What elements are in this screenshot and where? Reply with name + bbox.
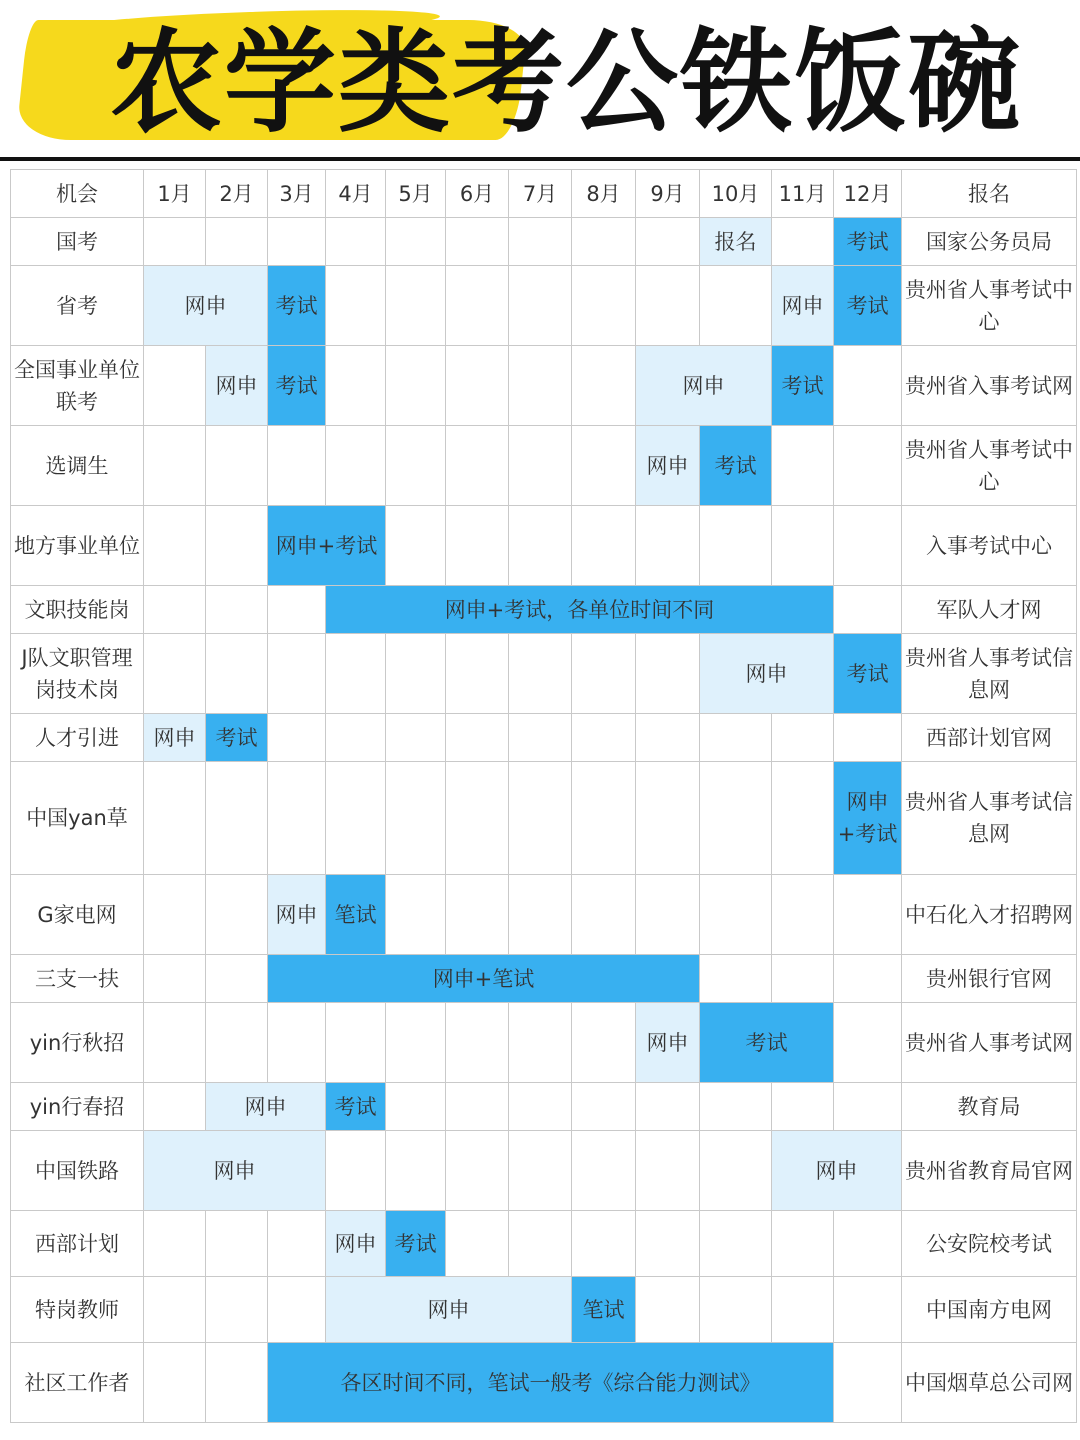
empty-cell — [636, 218, 700, 266]
empty-cell — [509, 1083, 572, 1131]
table-row — [11, 634, 1077, 714]
empty-cell — [509, 1003, 572, 1083]
empty-cell — [636, 506, 700, 586]
empty-cell — [206, 762, 268, 875]
empty-cell — [772, 762, 834, 875]
empty-cell — [386, 426, 446, 506]
row-label: yin行春招 — [11, 1083, 144, 1131]
empty-cell — [206, 875, 268, 955]
empty-cell — [386, 875, 446, 955]
application-period-cell: 网申 — [144, 266, 268, 346]
empty-cell — [144, 634, 206, 714]
empty-cell — [700, 714, 772, 762]
row-label: 选调生 — [11, 426, 144, 506]
empty-cell — [509, 266, 572, 346]
application-period-cell: 网申 — [326, 1277, 572, 1343]
row-label: J队文职管理岗技术岗 — [11, 634, 144, 714]
empty-cell — [206, 586, 268, 634]
col-header-month: 2月 — [206, 170, 268, 218]
empty-cell — [772, 506, 834, 586]
empty-cell — [206, 1003, 268, 1083]
table-row — [11, 218, 1077, 266]
empty-cell — [446, 875, 509, 955]
empty-cell — [834, 714, 902, 762]
empty-cell — [446, 1211, 509, 1277]
exam-period-cell: 考试 — [700, 1003, 834, 1083]
empty-cell — [509, 762, 572, 875]
col-header-month: 12月 — [834, 170, 902, 218]
application-period-cell: 网申 — [206, 346, 268, 426]
empty-cell — [636, 1211, 700, 1277]
empty-cell — [144, 1343, 206, 1423]
empty-cell — [446, 1131, 509, 1211]
empty-cell — [636, 875, 700, 955]
empty-cell — [386, 266, 446, 346]
empty-cell — [446, 218, 509, 266]
empty-cell — [834, 346, 902, 426]
empty-cell — [572, 762, 636, 875]
empty-cell — [509, 714, 572, 762]
empty-cell — [326, 218, 386, 266]
empty-cell — [572, 426, 636, 506]
application-period-cell: 网申 — [636, 426, 700, 506]
exam-period-cell: 网申+考试，各单位时间不同 — [326, 586, 834, 634]
empty-cell — [446, 1083, 509, 1131]
empty-cell — [572, 1003, 636, 1083]
col-header-month: 8月 — [572, 170, 636, 218]
empty-cell — [572, 346, 636, 426]
col-header-registration: 报名 — [902, 170, 1077, 218]
application-period-cell: 网申 — [326, 1211, 386, 1277]
empty-cell — [386, 506, 446, 586]
empty-cell — [636, 714, 700, 762]
page-title: 农学类考公铁饭碗 — [110, 18, 1022, 148]
table-row — [11, 266, 1077, 346]
registration-site: 军队人才网 — [902, 586, 1077, 634]
empty-cell — [834, 1211, 902, 1277]
row-label: 全国事业单位联考 — [11, 346, 144, 426]
exam-period-cell: 笔试 — [572, 1277, 636, 1343]
table-row — [11, 506, 1077, 586]
empty-cell — [446, 266, 509, 346]
empty-cell — [268, 218, 326, 266]
empty-cell — [772, 1083, 834, 1131]
application-period-cell: 网申 — [144, 714, 206, 762]
empty-cell — [446, 426, 509, 506]
empty-cell — [636, 1277, 700, 1343]
empty-cell — [509, 218, 572, 266]
empty-cell — [572, 1211, 636, 1277]
registration-site: 贵州银行官网 — [902, 955, 1077, 1003]
empty-cell — [144, 875, 206, 955]
row-label: 西部计划 — [11, 1211, 144, 1277]
empty-cell — [386, 762, 446, 875]
empty-cell — [834, 1277, 902, 1343]
empty-cell — [772, 955, 834, 1003]
empty-cell — [446, 506, 509, 586]
exam-period-cell: 考试 — [834, 266, 902, 346]
empty-cell — [509, 875, 572, 955]
empty-cell — [834, 426, 902, 506]
table-row — [11, 1083, 1077, 1131]
registration-site: 国家公务员局 — [902, 218, 1077, 266]
table-row — [11, 346, 1077, 426]
exam-period-cell: 考试 — [386, 1211, 446, 1277]
empty-cell — [446, 762, 509, 875]
empty-cell — [206, 1211, 268, 1277]
empty-cell — [326, 1003, 386, 1083]
empty-cell — [326, 426, 386, 506]
registration-site: 中国南方电网 — [902, 1277, 1077, 1343]
registration-site: 贵州省人事考试中心 — [902, 426, 1077, 506]
empty-cell — [572, 875, 636, 955]
empty-cell — [772, 1277, 834, 1343]
exam-period-cell: 考试 — [700, 426, 772, 506]
empty-cell — [772, 218, 834, 266]
empty-cell — [386, 1083, 446, 1131]
empty-cell — [446, 1003, 509, 1083]
empty-cell — [834, 1343, 902, 1423]
empty-cell — [446, 634, 509, 714]
table-row — [11, 426, 1077, 506]
registration-site: 教育局 — [902, 1083, 1077, 1131]
registration-site: 贵州省教育局官网 — [902, 1131, 1077, 1211]
exam-period-cell: 考试 — [772, 346, 834, 426]
empty-cell — [834, 506, 902, 586]
row-label: 社区工作者 — [11, 1343, 144, 1423]
exam-period-cell: 考试 — [268, 266, 326, 346]
table-row — [11, 875, 1077, 955]
empty-cell — [572, 506, 636, 586]
empty-cell — [446, 346, 509, 426]
empty-cell — [144, 762, 206, 875]
registration-site: 贵州省人事考试网 — [902, 1003, 1077, 1083]
empty-cell — [572, 266, 636, 346]
empty-cell — [834, 1083, 902, 1131]
schedule-table — [10, 169, 1077, 1423]
table-row — [11, 955, 1077, 1003]
table-row — [11, 1211, 1077, 1277]
application-period-cell: 网申 — [636, 346, 772, 426]
registration-site: 公安院校考试 — [902, 1211, 1077, 1277]
row-label: 人才引进 — [11, 714, 144, 762]
table-row — [11, 762, 1077, 875]
row-label: 特岗教师 — [11, 1277, 144, 1343]
registration-site: 贵州省人事考试中心 — [902, 266, 1077, 346]
col-header-month: 5月 — [386, 170, 446, 218]
empty-cell — [772, 426, 834, 506]
empty-cell — [834, 955, 902, 1003]
empty-cell — [509, 346, 572, 426]
exam-period-cell: 笔试 — [326, 875, 386, 955]
col-header-month: 7月 — [509, 170, 572, 218]
application-period-cell: 网申 — [144, 1131, 326, 1211]
empty-cell — [386, 1131, 446, 1211]
empty-cell — [206, 1343, 268, 1423]
empty-cell — [326, 266, 386, 346]
empty-cell — [700, 875, 772, 955]
empty-cell — [144, 218, 206, 266]
empty-cell — [772, 714, 834, 762]
col-header-month: 9月 — [636, 170, 700, 218]
empty-cell — [572, 634, 636, 714]
exam-period-cell: 网申+考试 — [268, 506, 386, 586]
table-row — [11, 586, 1077, 634]
application-period-cell: 网申 — [700, 634, 834, 714]
empty-cell — [572, 1083, 636, 1131]
exam-period-cell: 网申+笔试 — [268, 955, 700, 1003]
table-row — [11, 1131, 1077, 1211]
table-row — [11, 1343, 1077, 1423]
empty-cell — [268, 1277, 326, 1343]
col-header-opportunity: 机会 — [11, 170, 144, 218]
header-row — [11, 170, 1077, 218]
empty-cell — [268, 426, 326, 506]
empty-cell — [268, 714, 326, 762]
empty-cell — [144, 1083, 206, 1131]
empty-cell — [700, 1211, 772, 1277]
exam-period-cell: 考试 — [834, 218, 902, 266]
table-row — [11, 1277, 1077, 1343]
col-header-month: 1月 — [144, 170, 206, 218]
exam-period-cell: 各区时间不同，笔试一般考《综合能力测试》 — [268, 1343, 834, 1423]
empty-cell — [206, 218, 268, 266]
registration-site: 入事考试中心 — [902, 506, 1077, 586]
row-label: 三支一扶 — [11, 955, 144, 1003]
empty-cell — [700, 955, 772, 1003]
registration-site: 中石化入才招聘网 — [902, 875, 1077, 955]
empty-cell — [268, 634, 326, 714]
table-row — [11, 714, 1077, 762]
registration-site: 贵州省人事考试信息网 — [902, 762, 1077, 875]
empty-cell — [144, 506, 206, 586]
application-period-cell: 网申 — [268, 875, 326, 955]
exam-period-cell: 考试 — [206, 714, 268, 762]
empty-cell — [268, 1211, 326, 1277]
empty-cell — [636, 762, 700, 875]
empty-cell — [386, 714, 446, 762]
empty-cell — [834, 1003, 902, 1083]
empty-cell — [636, 634, 700, 714]
col-header-month: 11月 — [772, 170, 834, 218]
registration-site: 西部计划官网 — [902, 714, 1077, 762]
empty-cell — [386, 346, 446, 426]
application-period-cell: 网申 — [636, 1003, 700, 1083]
empty-cell — [700, 1277, 772, 1343]
row-label: 省考 — [11, 266, 144, 346]
empty-cell — [772, 875, 834, 955]
empty-cell — [509, 426, 572, 506]
empty-cell — [268, 586, 326, 634]
empty-cell — [834, 875, 902, 955]
row-label: 中国yan草 — [11, 762, 144, 875]
empty-cell — [700, 1083, 772, 1131]
empty-cell — [206, 426, 268, 506]
col-header-month: 6月 — [446, 170, 509, 218]
empty-cell — [772, 1211, 834, 1277]
empty-cell — [144, 1277, 206, 1343]
row-label: yin行秋招 — [11, 1003, 144, 1083]
empty-cell — [572, 714, 636, 762]
empty-cell — [326, 714, 386, 762]
empty-cell — [834, 586, 902, 634]
empty-cell — [206, 506, 268, 586]
empty-cell — [700, 266, 772, 346]
empty-cell — [509, 1131, 572, 1211]
empty-cell — [446, 714, 509, 762]
table-row — [11, 1003, 1077, 1083]
empty-cell — [206, 1277, 268, 1343]
exam-period-cell: 网申+考试 — [834, 762, 902, 875]
empty-cell — [144, 955, 206, 1003]
empty-cell — [326, 1131, 386, 1211]
empty-cell — [636, 1131, 700, 1211]
empty-cell — [700, 1131, 772, 1211]
row-label: 中国铁路 — [11, 1131, 144, 1211]
exam-period-cell: 考试 — [326, 1083, 386, 1131]
col-header-month: 10月 — [700, 170, 772, 218]
empty-cell — [386, 218, 446, 266]
schedule-body — [11, 218, 1077, 1423]
empty-cell — [144, 1211, 206, 1277]
empty-cell — [206, 955, 268, 1003]
row-label: 国考 — [11, 218, 144, 266]
row-label: 地方事业单位 — [11, 506, 144, 586]
empty-cell — [386, 1003, 446, 1083]
empty-cell — [144, 426, 206, 506]
col-header-month: 4月 — [326, 170, 386, 218]
empty-cell — [636, 266, 700, 346]
empty-cell — [572, 218, 636, 266]
empty-cell — [326, 762, 386, 875]
application-period-cell: 网申 — [772, 266, 834, 346]
empty-cell — [326, 346, 386, 426]
exam-period-cell: 考试 — [834, 634, 902, 714]
empty-cell — [144, 346, 206, 426]
empty-cell — [700, 506, 772, 586]
registration-site: 贵州省人事考试信息网 — [902, 634, 1077, 714]
exam-period-cell: 考试 — [268, 346, 326, 426]
title-divider — [0, 157, 1080, 161]
empty-cell — [509, 1211, 572, 1277]
registration-site: 贵州省入事考试网 — [902, 346, 1077, 426]
application-period-cell: 网申 — [772, 1131, 902, 1211]
empty-cell — [268, 762, 326, 875]
application-period-cell: 报名 — [700, 218, 772, 266]
empty-cell — [636, 1083, 700, 1131]
empty-cell — [144, 1003, 206, 1083]
empty-cell — [509, 506, 572, 586]
empty-cell — [572, 1131, 636, 1211]
empty-cell — [326, 634, 386, 714]
empty-cell — [268, 1003, 326, 1083]
row-label: 文职技能岗 — [11, 586, 144, 634]
empty-cell — [509, 634, 572, 714]
header — [0, 0, 1080, 164]
row-label: G家电网 — [11, 875, 144, 955]
col-header-month: 3月 — [268, 170, 326, 218]
registration-site: 中国烟草总公司网 — [902, 1343, 1077, 1423]
empty-cell — [206, 634, 268, 714]
empty-cell — [144, 586, 206, 634]
application-period-cell: 网申 — [206, 1083, 326, 1131]
empty-cell — [700, 762, 772, 875]
empty-cell — [386, 634, 446, 714]
